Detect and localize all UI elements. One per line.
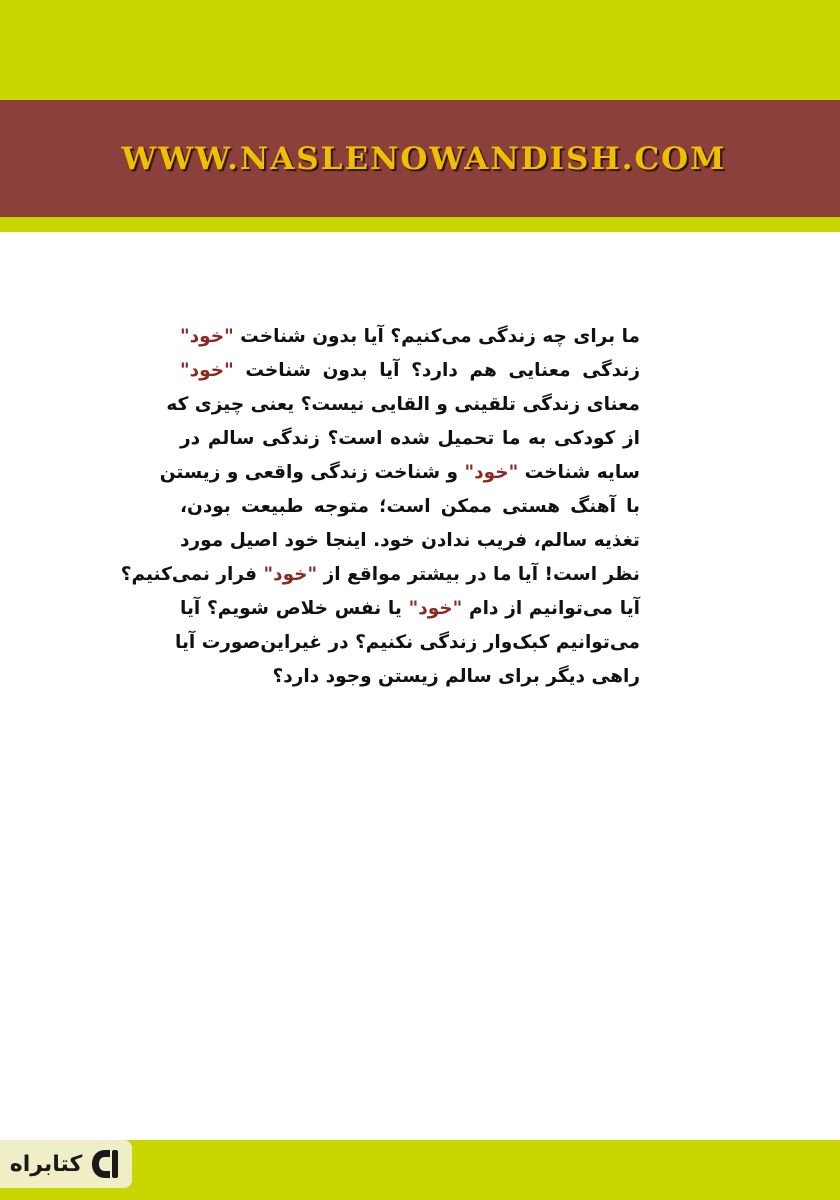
highlight-khod: "خود"	[263, 564, 318, 585]
paragraph-line: راهی دیگر برای سالم زیستن وجود دارد؟	[272, 666, 640, 687]
text-run: و شناخت زندگی واقعی و زیستن	[159, 462, 465, 483]
header-banner	[0, 100, 840, 217]
paragraph-line: می‌توانیم کبک‌وار زندگی نکنیم؟ در غیراین‌صورت آیا	[175, 632, 640, 653]
highlight-khod: "خود"	[180, 326, 234, 347]
paragraph-line	[180, 592, 640, 626]
kitabrah-logo[interactable]	[0, 1140, 132, 1188]
text-run: فرار نمی‌کنیم؟	[120, 564, 264, 585]
highlight-khod: "خود"	[180, 360, 234, 381]
highlight-khod: "خود"	[464, 462, 519, 483]
highlight-khod: "خود"	[408, 598, 463, 619]
paragraph-line	[120, 558, 640, 592]
logo-text: کتابراه	[9, 1151, 83, 1177]
paragraph-line	[180, 354, 640, 388]
website-url: WWW.NASLENOWANDISH.COM	[121, 140, 727, 177]
paragraph-line: معنای زندگی تلقینی و القایی نیست؟ یعنی چیزی که	[166, 394, 640, 415]
text-run: نظر است! آیا ما در بیشتر مواقع از	[317, 564, 640, 585]
paragraph-line: با آهنگ هستی ممکن است؛ متوجه طبیعت بودن،	[180, 496, 640, 517]
main-paragraph	[120, 320, 640, 694]
text-run: آیا می‌توانیم از دام	[462, 598, 640, 619]
paragraph-line	[180, 320, 640, 354]
paragraph-line: تغذیه سالم، فریب ندادن خود. اینجا خود اصیل مورد	[180, 530, 640, 551]
text-run: سایه شناخت	[518, 462, 640, 483]
text-run: ما برای چه زندگی می‌کنیم؟ آیا بدون شناخت	[233, 326, 640, 347]
paragraph-line	[159, 456, 640, 490]
text-run: یا نفس خلاص شویم؟ آیا	[180, 598, 409, 619]
text-run: زندگی معنایی هم دارد؟ آیا بدون شناخت	[233, 360, 640, 381]
paragraph-line: از کودکی به ما تحمیل شده است؟ زندگی سالم در	[180, 428, 640, 449]
kitabrah-logo-icon	[88, 1147, 122, 1181]
